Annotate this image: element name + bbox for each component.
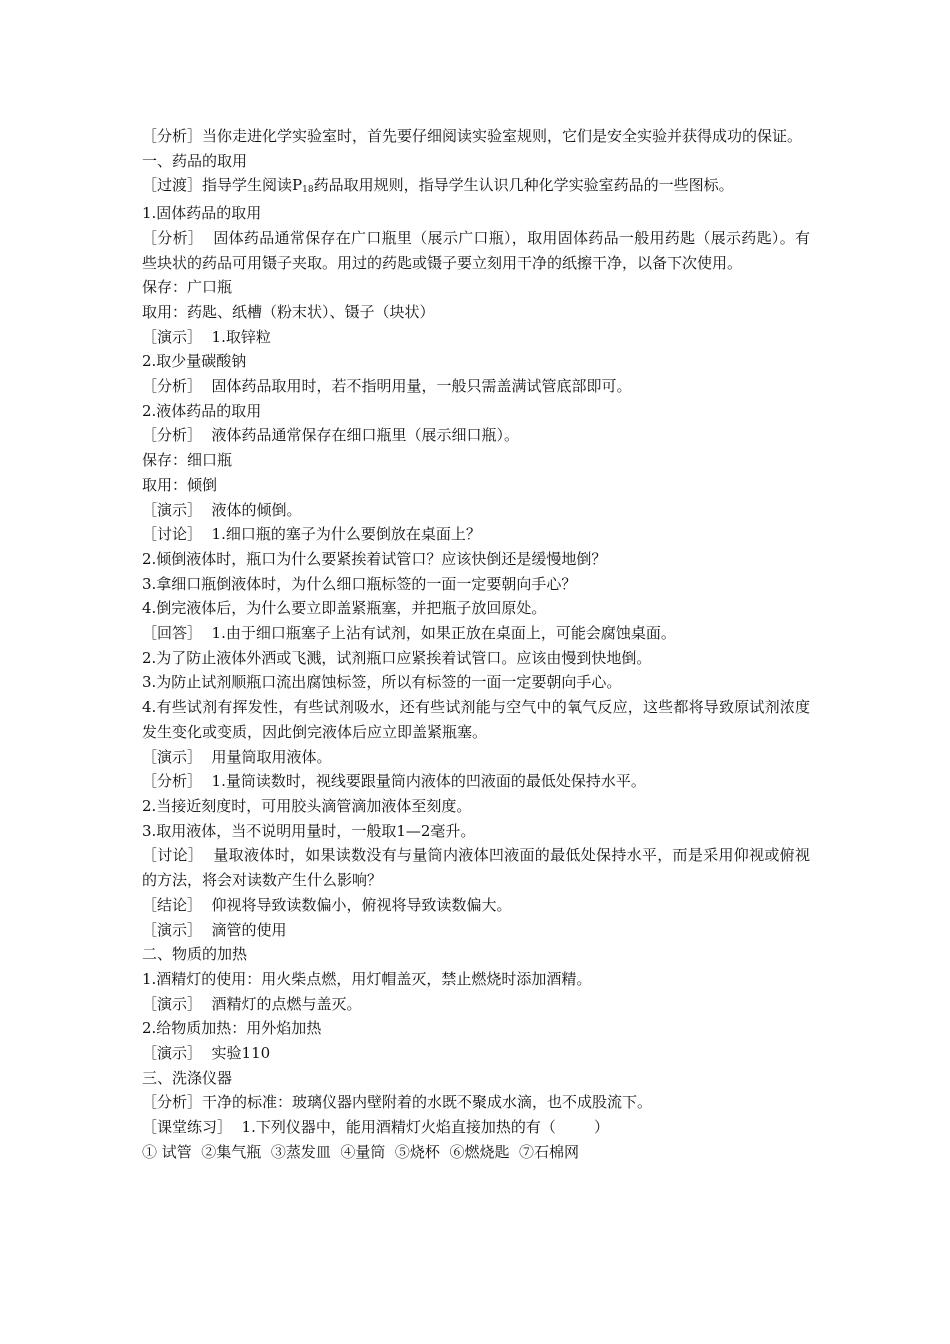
line-answer-1: ［回答］ 1.由于细口瓶塞子上沾有试剂，如果正放在桌面上，可能会腐蚀桌面。 xyxy=(142,624,676,643)
line-demo-pouring: ［演示］ 液体的倾倒。 xyxy=(142,500,302,519)
heading-section-3: 三、洗涤仪器 xyxy=(142,1068,233,1087)
line-heating: 2.给物质加热：用外焰加热 xyxy=(142,1019,322,1038)
paragraph-intro-analysis: ［分析］当你走进化学实验室时，首先要仔细阅读实验室规则，它们是安全实验并获得成功的保证。 xyxy=(142,127,803,145)
line-demo-cylinder: ［演示］ 用量筒取用液体。 xyxy=(142,747,332,766)
line-demo-experiment: ［演示］ 实验110 xyxy=(142,1044,271,1063)
heading-section-2: 二、物质的加热 xyxy=(142,945,248,964)
paragraph-answer-4: 4.有些试剂有挥发性，有些试剂吸水，还有些试剂能与空气中的氧气反应，这些都将导致原试剂浓度发生变化或变质，因此倒完液体后应立即盖紧瓶塞。 xyxy=(142,698,810,741)
line-discussion-4: 4.倒完液体后，为什么要立即盖紧瓶塞，并把瓶子放回原处。 xyxy=(142,599,547,618)
paragraph-reading-discussion: ［讨论］ 量取液体时，如果读数没有与量筒内液体凹液面的最低处保持水平，而是采用仰视或俯视的方法，将会对读数产生什么影响？ xyxy=(142,846,810,890)
heading-solid-reagents: 1.固体药品的取用 xyxy=(142,204,262,223)
line-discussion-3: 3.拿细口瓶倒液体时，为什么细口瓶标签的一面一定要朝向手心？ xyxy=(142,574,577,593)
line-clean-standard: ［分析］干净的标准：玻璃仪器内壁附着的水既不聚成水滴，也不成股流下。 xyxy=(142,1093,653,1112)
line-answer-3: 3.为防止试剂顺瓶口流出腐蚀标签，所以有标签的一面一定要朝向手心。 xyxy=(142,673,622,692)
line-taking-pour: 取用：倾倒 xyxy=(142,475,218,494)
line-solid-amount-analysis: ［分析］ 固体药品取用时，若不指明用量，一般只需盖满试管底部即可。 xyxy=(142,377,632,396)
line-cylinder-analysis-2: 2.当接近刻度时，可用胶头滴管滴加液体至刻度。 xyxy=(142,796,472,815)
line-demo-dropper: ［演示］ 滴管的使用 xyxy=(142,920,287,939)
line-exercise-question: ［课堂练习］ 1.下列仪器中，能用酒精灯火焰直接加热的有（ ） xyxy=(142,1118,609,1137)
line-liquid-analysis: ［分析］ 液体药品通常保存在细口瓶里（展示细口瓶）。 xyxy=(142,426,520,445)
transition-text-pre: ［过渡］指导学生阅读P xyxy=(142,176,303,195)
line-cylinder-analysis-1: ［分析］ 1.量筒读数时，视线要跟量筒内液体的凹液面的最低处保持水平。 xyxy=(142,772,646,791)
line-conclusion: ［结论］ 仰视将导致读数偏小，俯视将导致读数偏大。 xyxy=(142,895,512,914)
line-taking-tools: 取用：药匙、纸槽（粉末状）、镊子（块状） xyxy=(142,302,435,321)
document-body xyxy=(142,124,810,1165)
line-discussion-2: 2.倾倒液体时，瓶口为什么要紧挨着试管口？应该快倒还是缓慢地倒？ xyxy=(142,549,607,568)
paragraph-transition xyxy=(142,173,810,201)
line-sodium-carbonate: 2.取少量碳酸钠 xyxy=(142,352,247,371)
paragraph-solid-analysis: ［分析］ 固体药品通常保存在广口瓶里（展示广口瓶），取用固体药品一般用药匙（展示药匙）。有些块状的药品可用镊子夹取。用过的药匙或镊子要立刻用干净的纸擦干净，以备下次使用。 xyxy=(142,228,810,272)
line-answer-2: 2.为了防止液体外洒或飞溅，试剂瓶口应紧挨着试管口。应该由慢到快地倒。 xyxy=(142,648,652,667)
heading-liquid-reagents: 2.液体药品的取用 xyxy=(142,401,262,420)
heading-section-1: 一、药品的取用 xyxy=(142,151,248,170)
line-cylinder-analysis-3: 3.取用液体，当不说明用量时，一般取1—2毫升。 xyxy=(142,821,476,840)
line-storage-narrow-bottle: 保存：细口瓶 xyxy=(142,451,233,470)
line-alcohol-lamp: 1.酒精灯的使用：用火柴点燃，用灯帽盖灭，禁止燃烧时添加酒精。 xyxy=(142,969,592,988)
line-discussion-1: ［讨论］ 1.细口瓶的塞子为什么要倒放在桌面上？ xyxy=(142,525,481,544)
line-demo-zinc: ［演示］ 1.取锌粒 xyxy=(142,327,271,346)
line-storage-wide-bottle: 保存：广口瓶 xyxy=(142,278,233,297)
line-exercise-options: ① 试管 ②集气瓶 ③蒸发皿 ④量筒 ⑤烧杯 ⑥燃烧匙 ⑦石棉网 xyxy=(142,1142,579,1161)
line-demo-lamp: ［演示］ 酒精灯的点燃与盖灭。 xyxy=(142,994,362,1013)
page-subscript: 18 xyxy=(302,185,314,196)
transition-text-post: 药品取用规则，指导学生认识几种化学实验室药品的一些图标。 xyxy=(313,176,734,195)
